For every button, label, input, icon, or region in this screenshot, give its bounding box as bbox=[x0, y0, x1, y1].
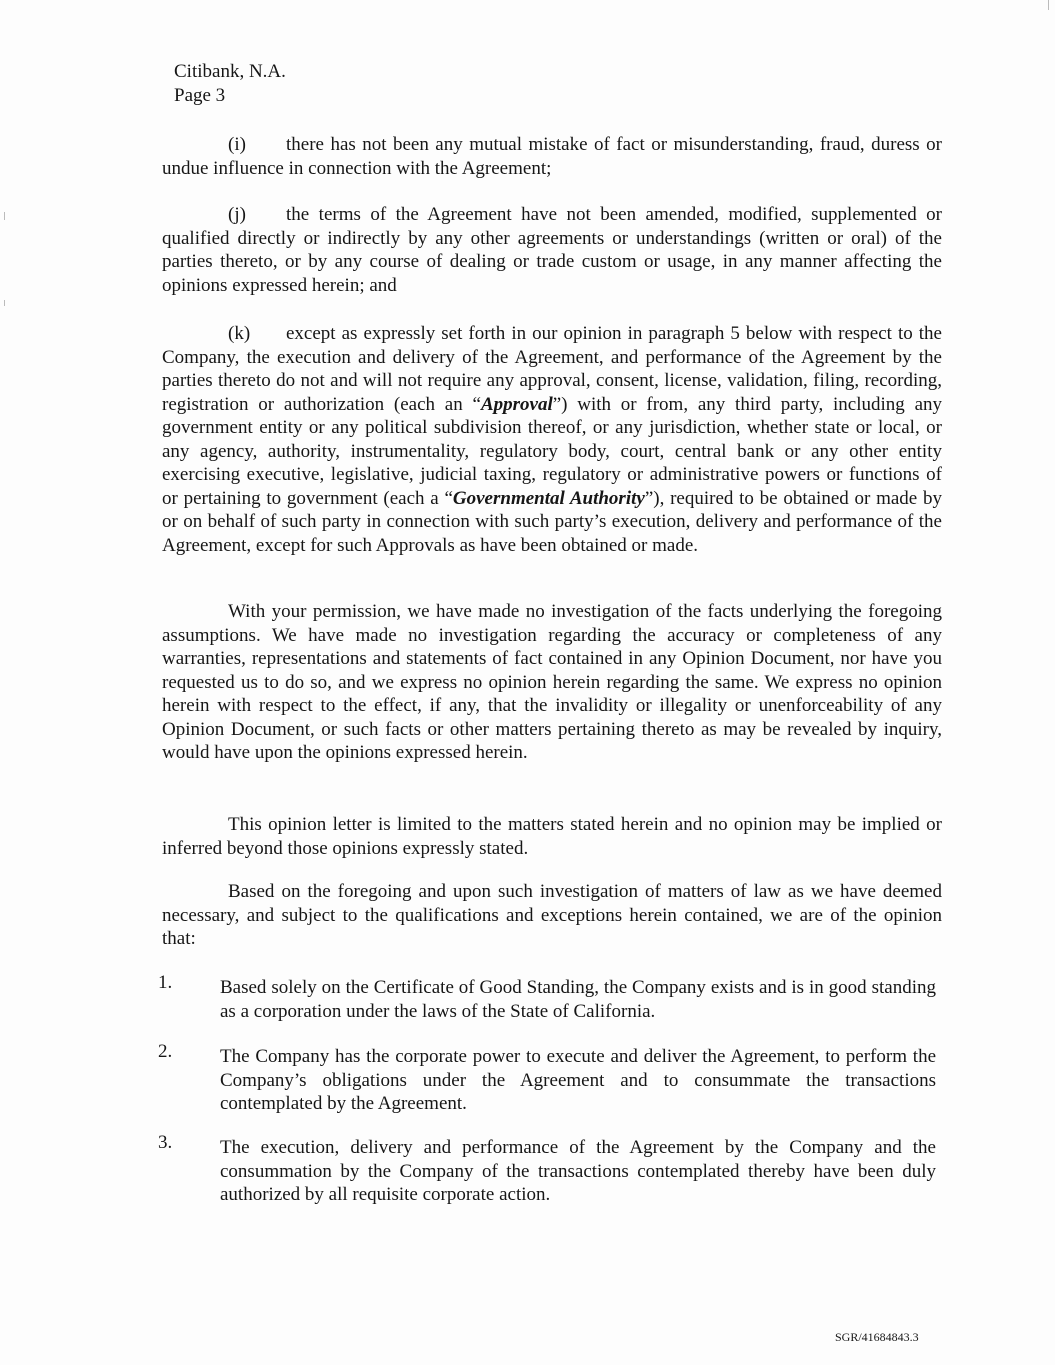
assumption-marker: (j) bbox=[228, 204, 246, 225]
page-number: Page 3 bbox=[174, 85, 226, 106]
assumption-marker: (i) bbox=[228, 134, 246, 155]
letter-header bbox=[174, 60, 286, 108]
opinion-intro-paragraph: Based on the foregoing and upon such investigation of matters of law as we have deemed necessary, and subject to the qualifications and exceptions herein contained, we are of the opinion that: bbox=[162, 881, 942, 949]
scan-mark bbox=[4, 212, 5, 220]
scan-mark bbox=[1048, 0, 1049, 10]
document-id: SGR/41684843.3 bbox=[835, 1330, 919, 1344]
addressee: Citibank, N.A. bbox=[174, 61, 286, 82]
assumption-i bbox=[162, 133, 942, 180]
opinion-1-text: Based solely on the Certificate of Good Standing, the Company exists and is in good standing as a corporation under the laws of the State of California. bbox=[220, 977, 936, 1022]
defined-term-governmental-authority: Governmental Authority bbox=[452, 487, 645, 509]
assumption-text: the terms of the Agreement have not been amended, modified, supplemented or qualified directly or indirectly by any other agreements or understandings (written or oral) of the parties thereto, or by any course of dealing or trade custom or usage, in any manner affecting the opinions expressed herein; and bbox=[162, 204, 942, 296]
opinion-3-number: 3. bbox=[158, 1132, 173, 1153]
opinion-2-number: 2. bbox=[158, 1041, 173, 1062]
investigation-paragraph: With your permission, we have made no investigation of the facts underlying the foregoing assumptions. We have made no investigation regarding the accuracy or completeness of any warranties, representations and statements of fact contained in any Opinion Document, nor have you requested us to do so, and we express no opinion herein regarding the same. We express no opinion herein with respect to the effect, if any, that the invalidity or illegality or unenforceability of any Opinion Document, or such facts or other matters pertaining thereto as may be revealed by inquiry, would have upon the opinions expressed herein. bbox=[162, 601, 942, 763]
assumption-text: there has not been any mutual mistake of fact or misunderstanding, fraud, duress or undue influence in connection with the Agreement; bbox=[162, 134, 942, 179]
assumption-j bbox=[162, 203, 942, 297]
opinion-1-number: 1. bbox=[158, 972, 173, 993]
assumption-k bbox=[162, 322, 942, 557]
defined-term-approval: Approval bbox=[480, 393, 553, 415]
opinion-2-text: The Company has the corporate power to execute and deliver the Agreement, to perform the Company’s obligations under the Agreement and to consummate the transactions contemplated by the Agreement. bbox=[220, 1046, 936, 1114]
assumption-text: ”) with or from, any third party, including any government entity or any political subdivision thereof, or any jurisdiction, whether state or local, or any agency, authority, instrumentality, regulatory body, court, central bank or any other entity exercising executive, legislative, judicial taxing, regulatory or administrative powers or functions of or pertaining to government (each a “ bbox=[162, 393, 942, 509]
assumption-text: ”), required to be obtained or made by or on behalf of such party in connection with such party’s execution, delivery and performance of the Agreement, except for such Approvals as have been obtained or made. bbox=[162, 487, 942, 556]
assumption-text: except as expressly set forth in our opinion in paragraph 5 below with respect to the Company, the execution and delivery of the Agreement, and performance of the Agreement by the parties thereto do not and will not require any approval, consent, license, validation, filing, recording, registration or authorization (each an “ bbox=[162, 323, 942, 415]
assumption-marker: (k) bbox=[228, 323, 251, 344]
opinion-3-text: The execution, delivery and performance of the Agreement by the Company and the consummation by the Company of the transactions contemplated thereby have been duly authorized by all requisite corporate action. bbox=[220, 1137, 936, 1205]
scan-mark bbox=[4, 300, 5, 306]
limitation-paragraph: This opinion letter is limited to the matters stated herein and no opinion may be implied or inferred beyond those opinions expressly stated. bbox=[162, 814, 942, 859]
